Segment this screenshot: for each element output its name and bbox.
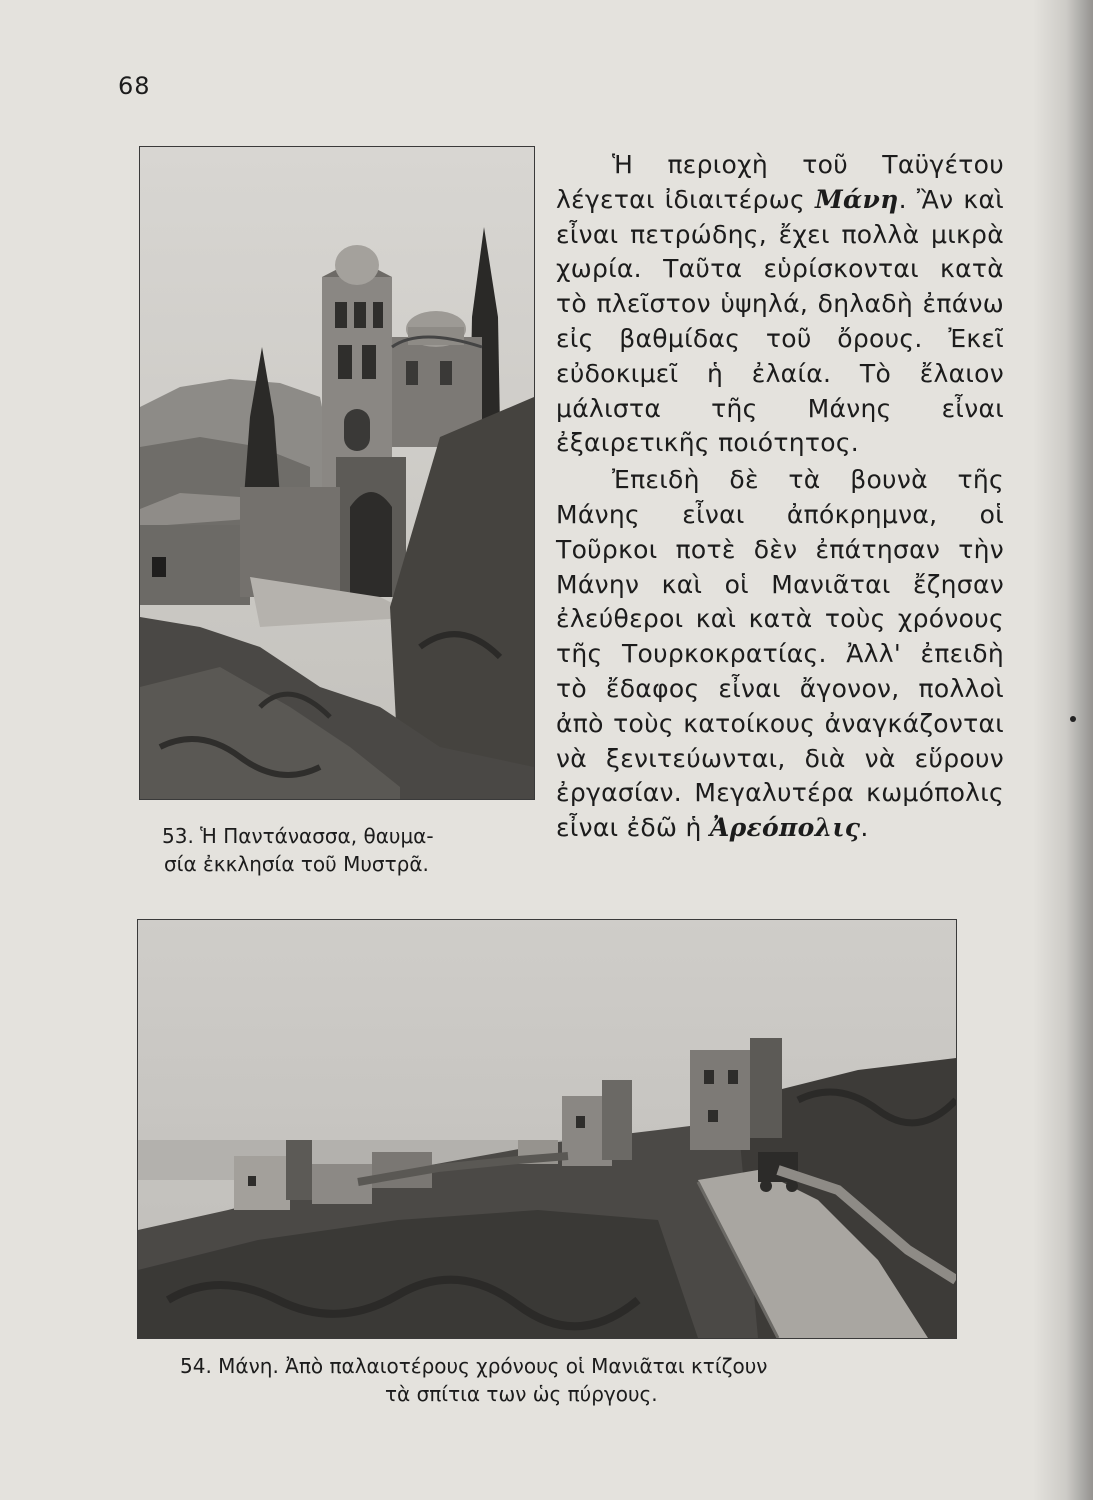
caption-54-line-1: 54. Μάνη. Ἀπὸ παλαιοτέρους χρόνους οἱ Μανιᾶται κτίζουν	[180, 1354, 768, 1378]
caption-fig-54	[180, 1352, 940, 1408]
paragraph-1-text-a: Ἡ περιοχὴ τοῦ Ταϋγέτου λέγεται ἰδιαιτέρως	[556, 150, 1004, 214]
paragraph-1	[556, 148, 1004, 461]
caption-54-line-2: τὰ σπίτια των ὡς πύργους.	[385, 1382, 658, 1406]
body-text	[556, 148, 1004, 846]
paragraph-2	[556, 463, 1004, 846]
church-illustration	[140, 147, 534, 799]
photo-mani-towers	[137, 919, 957, 1339]
paragraph-2-text-b: .	[860, 813, 869, 843]
page-edge-shadow	[1033, 0, 1093, 1500]
mani-towers-illustration	[138, 920, 956, 1338]
caption-53-line-2: σία ἐκκλησία τοῦ Μυστρᾶ.	[164, 852, 429, 876]
caption-fig-53	[162, 822, 522, 878]
term-mani: Μάνη	[814, 184, 899, 214]
photo-pantanassa-church	[139, 146, 535, 800]
page-number: 68	[118, 72, 151, 100]
paragraph-2-text-a: Ἐπειδὴ δὲ τὰ βουνὰ τῆς Μάνης εἶναι ἀπόκρημνα, οἱ Τοῦρκοι ποτὲ δὲν ἐπάτησαν τὴν Μάνην καὶ οἱ Μανιᾶται ἔζησαν ἐλεύθεροι καὶ κατὰ τοὺς χρόνους τῆς Τουρκοκρατίας. Ἀλλ' ἐπειδὴ τὸ ἔδαφος εἶναι ἄγονον, πολλοὶ ἀπὸ τοὺς κατοίκους ἀναγκάζονται νὰ ξενιτεύωνται, διὰ νὰ εὕρουν ἐργασίαν. Μεγαλυτέρα κωμόπολις εἶναι ἐδῶ ἡ	[556, 465, 1004, 843]
paragraph-1-text-b: . Ἂν καὶ εἶναι πετρώδης, ἔχει πολλὰ μικρὰ χωρία. Ταῦτα εὑρίσκονται κατὰ τὸ πλεῖστον ὑψηλά, δηλαδὴ ἐπάνω εἰς βαθμίδας τοῦ ὄρους. Ἐκεῖ εὐδοκιμεῖ ἡ ἐλαία. Τὸ ἔλαιον μάλιστα τῆς Μάνης εἶναι ἐξαιρετικῆς ποιότητος.	[556, 184, 1004, 458]
term-areopolis: Ἀρεόπολις	[709, 813, 861, 843]
margin-dot	[1070, 716, 1076, 722]
caption-53-line-1: 53. Ἡ Παντάνασσα, θαυμα-	[162, 824, 434, 848]
